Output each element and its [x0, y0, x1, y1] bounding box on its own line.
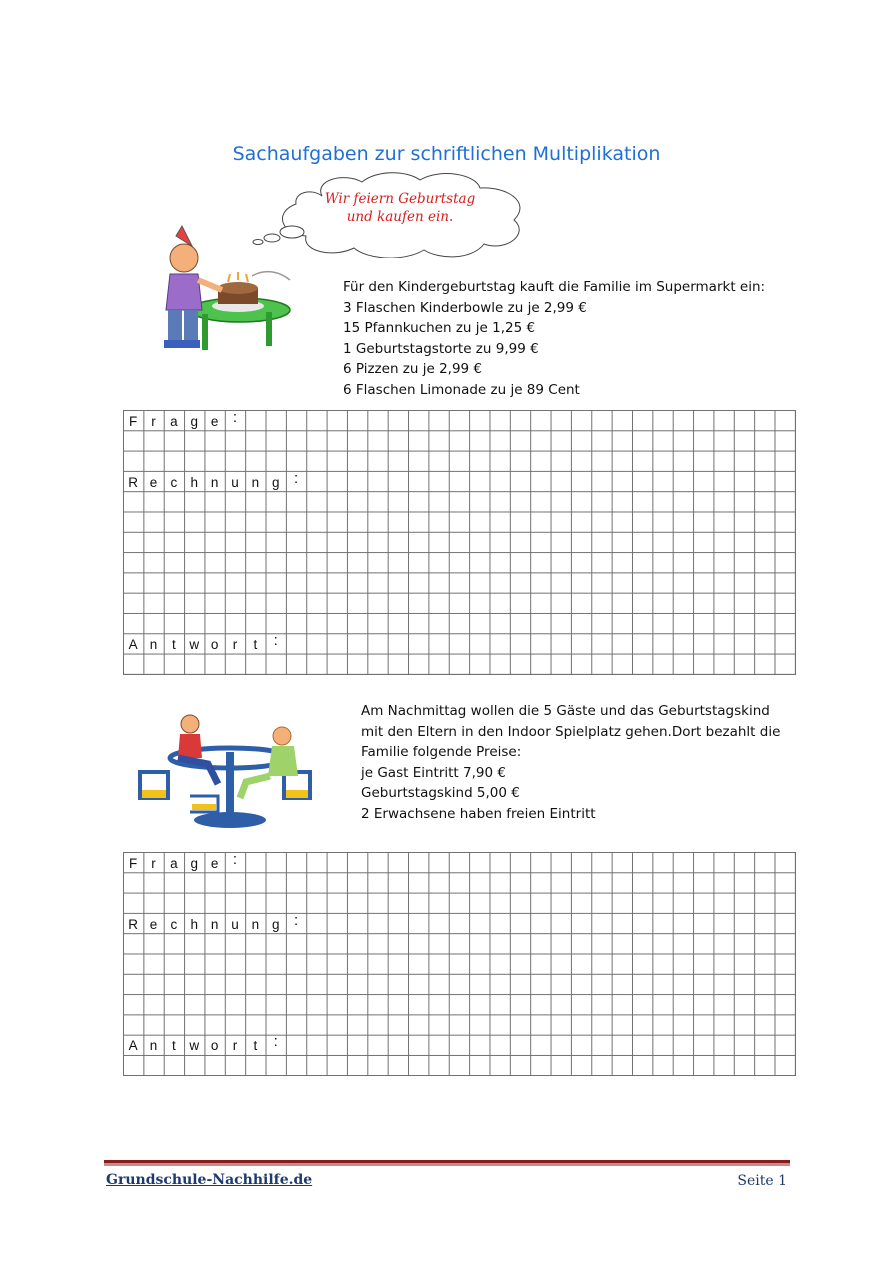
task2-line: Geburtstagskind 5,00 €: [361, 785, 520, 801]
grid-label-letter: w: [189, 637, 200, 652]
grid-label-letter: R: [128, 475, 139, 490]
grid-label-letter: A: [128, 637, 138, 652]
grid-label-letter: r: [232, 637, 238, 652]
bubble-text: [300, 190, 500, 226]
grid-label-letter: :: [293, 912, 299, 929]
grid-label-letter: u: [231, 475, 239, 490]
grid-label-letter: c: [170, 475, 178, 490]
grid2-label-antwort: [123, 1035, 286, 1055]
task1-line: 3 Flaschen Kinderbowle zu je 2,99 €: [343, 299, 587, 316]
grid-label-letter: g: [190, 856, 199, 871]
grid-label-letter: t: [253, 637, 258, 652]
grid-label-letter: w: [189, 1038, 200, 1053]
grid-label-letter: r: [151, 856, 156, 871]
answer-grid-2[interactable]: [123, 852, 796, 1076]
grid-label-letter: t: [172, 1038, 176, 1053]
bubble-line-2: und kaufen ein.: [346, 209, 454, 225]
grid-label-letter: e: [210, 856, 219, 871]
task1-line: 15 Pfannkuchen zu je 1,25 €: [343, 320, 536, 336]
grid-label-letter: F: [129, 856, 138, 871]
grid-label-letter: t: [172, 637, 176, 652]
grid-label-letter: n: [251, 917, 260, 932]
grid-label-letter: F: [129, 414, 138, 429]
task2-line: Am Nachmittag wollen die 5 Gäste und das Geburtstagskind: [361, 703, 770, 719]
task2-line: Familie folgende Preise:: [361, 744, 522, 760]
grid-label-letter: A: [128, 1038, 138, 1053]
grid-label-letter: :: [232, 409, 238, 426]
grid-label-letter: o: [210, 1038, 219, 1053]
task1-line: Für den Kindergeburtstag kauft die Familie im Supermarkt ein:: [343, 279, 766, 295]
grid-label-letter: n: [210, 917, 219, 932]
grid-label-letter: a: [170, 856, 178, 871]
grid-label-letter: :: [293, 470, 299, 487]
grid-label-letter: :: [273, 1033, 278, 1050]
task1-line: 1 Geburtstagstorte zu 9,99 €: [343, 340, 539, 357]
task1-line: 6 Flaschen Limonade zu je 89 Cent: [343, 381, 580, 398]
task2-line: 2 Erwachsene haben freien Eintritt: [361, 805, 596, 822]
footer-site-link[interactable]: Grundschule-Nachhilfe.de: [106, 1172, 313, 1188]
task1-line: 6 Pizzen zu je 2,99 €: [343, 361, 483, 377]
grid-label-letter: r: [232, 1038, 238, 1053]
grid2-label-rechnung: [123, 914, 306, 934]
grid-label-letter: n: [251, 475, 260, 490]
grid-label-letter: :: [232, 851, 238, 868]
grid-label-letter: a: [170, 414, 178, 429]
grid-label-letter: r: [151, 414, 156, 429]
grid-label-letter: u: [231, 917, 239, 932]
grid-label-letter: n: [210, 475, 219, 490]
grid1-label-antwort: [123, 634, 286, 654]
footer-rule: [104, 1160, 790, 1166]
grid-label-letter: e: [210, 414, 219, 429]
grid-label-letter: c: [170, 917, 178, 932]
grid-label-letter: h: [190, 917, 199, 932]
grid1-label-frage: [123, 411, 245, 431]
task2-text: [361, 701, 780, 824]
footer-page-number: Seite 1: [737, 1173, 787, 1189]
grid-label-letter: h: [190, 475, 199, 490]
grid-label-letter: e: [149, 475, 158, 490]
children-carousel-illustration-icon: [136, 712, 314, 832]
grid-label-letter: g: [271, 917, 280, 932]
grid-label-letter: g: [271, 475, 280, 490]
grid1-label-rechnung: [123, 472, 306, 492]
grid2-label-frage: [123, 853, 245, 873]
grid-label-letter: :: [273, 632, 278, 649]
grid-label-letter: e: [149, 917, 158, 932]
task1-text: [343, 277, 765, 400]
grid-label-letter: n: [149, 1038, 158, 1053]
grid-label-letter: o: [210, 637, 219, 652]
birthday-boy-cake-illustration-icon: [152, 224, 294, 356]
grid-label-letter: t: [253, 1038, 258, 1053]
grid-label-letter: R: [128, 917, 139, 932]
task2-line: mit den Eltern in den Indoor Spielplatz gehen.Dort bezahlt die: [361, 723, 781, 740]
task2-line: je Gast Eintritt 7,90 €: [361, 764, 506, 781]
answer-grid-1[interactable]: [123, 410, 796, 675]
bubble-line-1: Wir feiern Geburtstag: [324, 191, 476, 207]
grid-label-letter: n: [149, 637, 158, 652]
grid-label-letter: g: [190, 414, 199, 429]
page-title: Sachaufgaben zur schriftlichen Multiplikation: [232, 143, 661, 165]
